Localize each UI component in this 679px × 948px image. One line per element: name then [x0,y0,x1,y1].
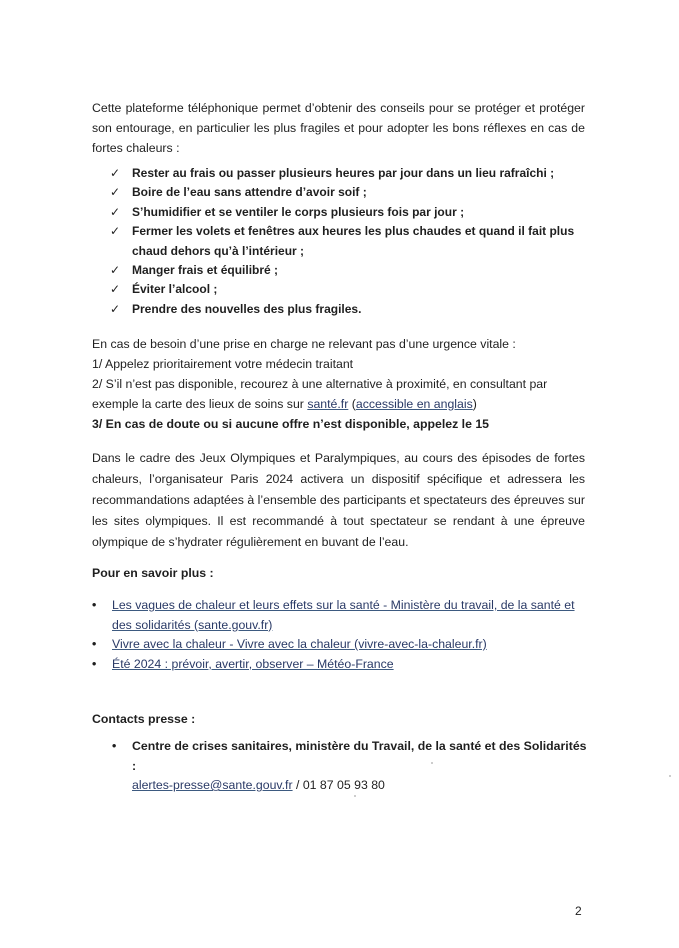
care-section [92,334,585,434]
sante-fr-link[interactable]: santé.fr [307,397,349,411]
check-icon: ✓ [110,224,121,239]
olympics-paragraph: Dans le cadre des Jeux Olympiques et Paralympiques, au cours des épisodes de fortes chaleurs, l’organisateur Paris 2024 activera un dispositif spécifique et adressera les recommandations adaptées à l’ensemble des participants et spectateurs des épreuves sur les sites olympiques. Il est recommandé à tout spectateur se rendant à une épreuve olympique de s’hydrater régulièrement en buvant de l’eau. [92,451,585,549]
vivre-avec-la-chaleur-link[interactable]: Vivre avec la chaleur - Vivre avec la chaleur (vivre-avec-la-chaleur.fr) [112,637,487,651]
list-item [92,655,587,675]
care-step-3: 3/ En cas de doute ou si aucune offre n’est disponible, appelez le 15 [92,417,490,431]
list-item: ✓ Rester au frais ou passer plusieurs heures par jour dans un lieu rafraîchi ; [110,164,590,183]
press-email-link[interactable]: alertes-presse@sante.gouv.fr [132,778,293,792]
list-item: ✓ Fermer les volets et fenêtres aux heures les plus chaudes et quand il fait plus chaud dehors qu’à l’intérieur ; [110,224,575,258]
intro-paragraph: Cette plateforme téléphonique permet d’obtenir des conseils pour se protéger et protéger son entourage, en particulier les plus fragiles et pour adopter les bons réflexes en cas de fortes chaleurs : [92,101,585,155]
scan-artifact [669,775,671,777]
list-item [92,635,587,655]
care-step-1: 1/ Appelez prioritairement votre médecin traitant [92,357,354,371]
list-item: ✓ S’humidifier et se ventiler le corps plusieurs fois par jour ; [110,203,590,222]
list-item: ✓ Prendre des nouvelles des plus fragiles. [110,300,590,319]
list-item: ✓ Manger frais et équilibré ; [110,261,590,280]
scan-artifact [354,795,356,797]
contacts-list [112,737,590,796]
crisis-center-name: Centre de crises sanitaires, ministère du Travail, de la santé et des Solidarités : [132,739,587,773]
list-item: ✓ Boire de l’eau sans attendre d’avoir soif ; [110,183,590,202]
check-icon: ✓ [110,185,121,200]
contacts-heading: Contacts presse : [92,712,196,726]
check-icon: ✓ [110,166,121,180]
heatwave-health-link[interactable]: Les vagues de chaleur et leurs effets sur la santé - Ministère du travail, de la santé et des solidarités (sante.gouv.fr) [112,598,575,632]
meteo-france-link[interactable]: Été 2024 : prévoir, avertir, observer – Météo-France [112,656,394,671]
bullet-icon: • [92,637,97,651]
bullet-icon: • [112,739,117,753]
check-icon: ✓ [110,282,121,297]
check-icon: ✓ [110,301,121,316]
press-phone: / 01 87 05 93 80 [292,778,385,792]
advice-list [110,164,590,319]
care-step-2: 2/ S’il n’est pas disponible, recourez à une alternative à proximité, en consultant par exemple la carte des lieux de soins sur santé.fr (accessible en anglais) [92,377,548,411]
more-heading: Pour en savoir plus : [92,566,214,580]
bullet-icon: • [92,656,97,671]
list-item [112,737,590,796]
list-item [92,596,587,635]
bullet-icon: • [92,598,97,612]
check-icon: ✓ [110,204,121,219]
english-version-link[interactable]: accessible en anglais [355,397,473,411]
scan-artifact [431,762,433,764]
page-number: 2 [575,904,582,918]
list-item: ✓ Éviter l’alcool ; [110,280,590,299]
check-icon: ✓ [110,263,121,278]
more-links-list [92,596,587,674]
care-lead: En cas de besoin d’une prise en charge ne relevant pas d’une urgence vitale : [92,337,516,351]
